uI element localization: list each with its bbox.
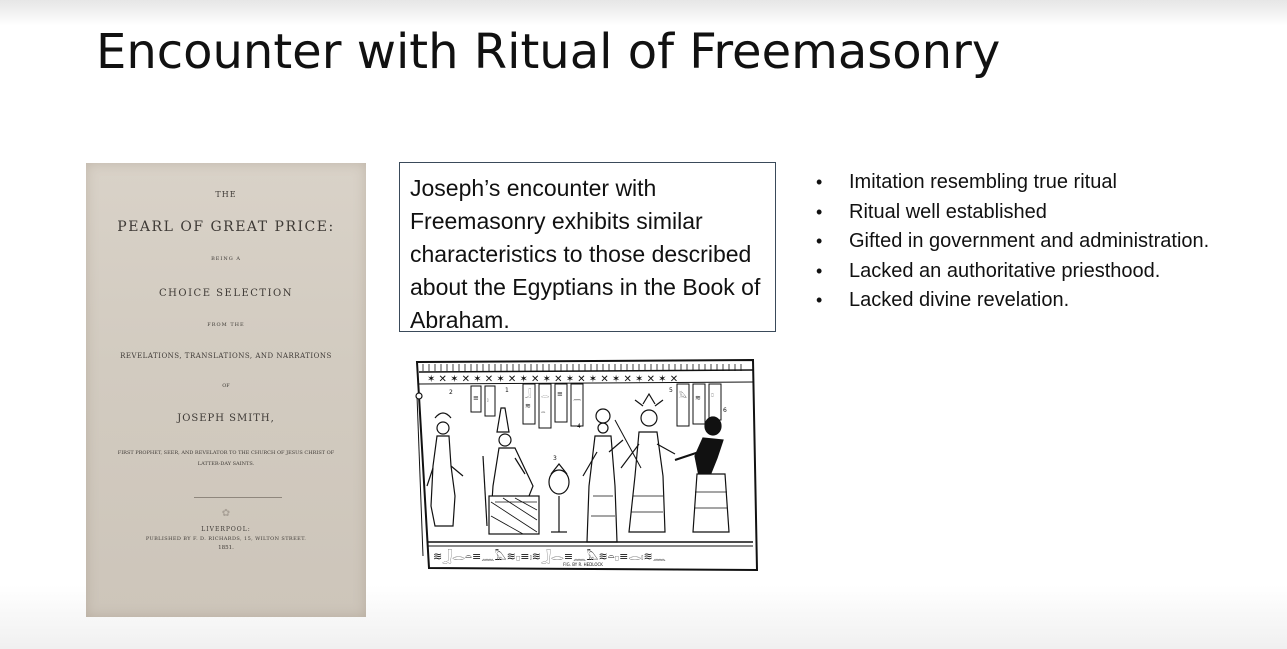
svg-text:≡: ≡ xyxy=(557,390,563,398)
bullet-text: Imitation resembling true ritual xyxy=(849,171,1117,193)
svg-text:𓅓: 𓅓 xyxy=(679,392,687,400)
egyptian-facsimile-image xyxy=(413,356,761,576)
bullet-text: Lacked divine revelation. xyxy=(849,289,1070,311)
title-page-publisher: PUBLISHED BY F. D. RICHARDS, 15, WILTON STREET. xyxy=(145,536,307,542)
svg-text:𓃀: 𓃀 xyxy=(525,390,532,398)
title-page-main-title: PEARL OF GREAT PRICE: xyxy=(117,219,335,235)
slide-title: Encounter with Ritual of Freemasonry xyxy=(96,24,1001,80)
title-page-being: BEING A xyxy=(211,256,241,262)
svg-text:✶ ✕ ✶ ✕ ✶ ✕ ✶ ✕ ✶ ✕ ✶ ✕ ✶ ✕ ✶: ✶ ✕ ✶ ✕ ✶ ✕ ✶ ✕ ✶ ✕ ✶ ✕ ✶ ✕ ✶ ✕ ✶ ✕ ✶ ✕ ✶ ✕ xyxy=(427,374,679,385)
bullet-marker: • xyxy=(816,260,823,281)
svg-text:≡: ≡ xyxy=(473,394,479,402)
bullet-item xyxy=(816,286,1236,316)
svg-text:𓊪: 𓊪 xyxy=(711,390,714,398)
bullet-text: Ritual well established xyxy=(849,200,1047,223)
bullet-marker: • xyxy=(816,231,823,251)
title-page-choice: CHOICE SELECTION xyxy=(159,288,293,299)
bullet-marker: • xyxy=(816,201,823,222)
title-page-of: OF xyxy=(222,383,230,389)
title-page-seal: ✿ xyxy=(221,508,231,519)
svg-text:1: 1 xyxy=(505,387,509,394)
svg-text:≋𓃀𓂋𓏏≡𓈖𓅓≋𓊪≡𓏤≋𓃀𓂋≡𓈖𓅓≋�: ≋𓃀𓂋𓏏≡𓈖𓅓≋𓊪≡𓏤≋𓃀𓂋≡𓈖𓅓≋𓏏𓊪≡𓂋𓏤≋𓈖 xyxy=(433,550,666,563)
svg-text:5: 5 xyxy=(669,387,673,394)
title-page-rule xyxy=(194,497,282,498)
title-page-the: THE xyxy=(215,190,237,199)
book-title-page-image xyxy=(86,163,366,617)
svg-text:𓂋: 𓂋 xyxy=(541,392,550,400)
bullet-item xyxy=(816,227,1236,257)
svg-text:2: 2 xyxy=(449,389,453,396)
svg-text:≋: ≋ xyxy=(525,402,531,410)
bullet-item xyxy=(816,198,1236,228)
title-page-from: FROM THE xyxy=(207,322,245,328)
svg-text:≋: ≋ xyxy=(695,394,701,402)
title-page-year: 1851. xyxy=(218,545,234,551)
title-page-author: JOSEPH SMITH, xyxy=(177,413,275,424)
svg-text:3: 3 xyxy=(553,455,557,462)
bullet-marker: • xyxy=(816,290,823,310)
bullet-item xyxy=(816,168,1236,198)
facsimile-caption: FIG. BY R. HEDLOCK xyxy=(563,562,603,567)
bullet-text: Lacked an authoritative priesthood. xyxy=(849,259,1161,282)
title-page-description: FIRST PROPHET, SEER, AND REVELATOR TO THE CHURCH OF JESUS CHRIST OF LATTER-DAY SAINTS. xyxy=(117,450,335,467)
bullet-text: Gifted in government and administration. xyxy=(849,230,1210,252)
text-box: Joseph’s encounter with Freemasonry exhibits similar characteristics to those described about the Egyptians in the Book of Abraham. xyxy=(399,162,776,332)
svg-text:4: 4 xyxy=(577,423,581,430)
svg-text:𓈖: 𓈖 xyxy=(573,394,582,402)
title-page-city: LIVERPOOL: xyxy=(201,526,251,533)
bullet-item xyxy=(816,257,1236,287)
svg-text:𓏤: 𓏤 xyxy=(487,396,489,404)
bullet-list xyxy=(816,168,1236,316)
svg-text:6: 6 xyxy=(723,407,727,414)
svg-text:𓏏: 𓏏 xyxy=(541,408,546,416)
title-page-revelations: REVELATIONS, TRANSLATIONS, AND NARRATIONS xyxy=(120,352,332,360)
bullet-marker: • xyxy=(816,172,823,192)
